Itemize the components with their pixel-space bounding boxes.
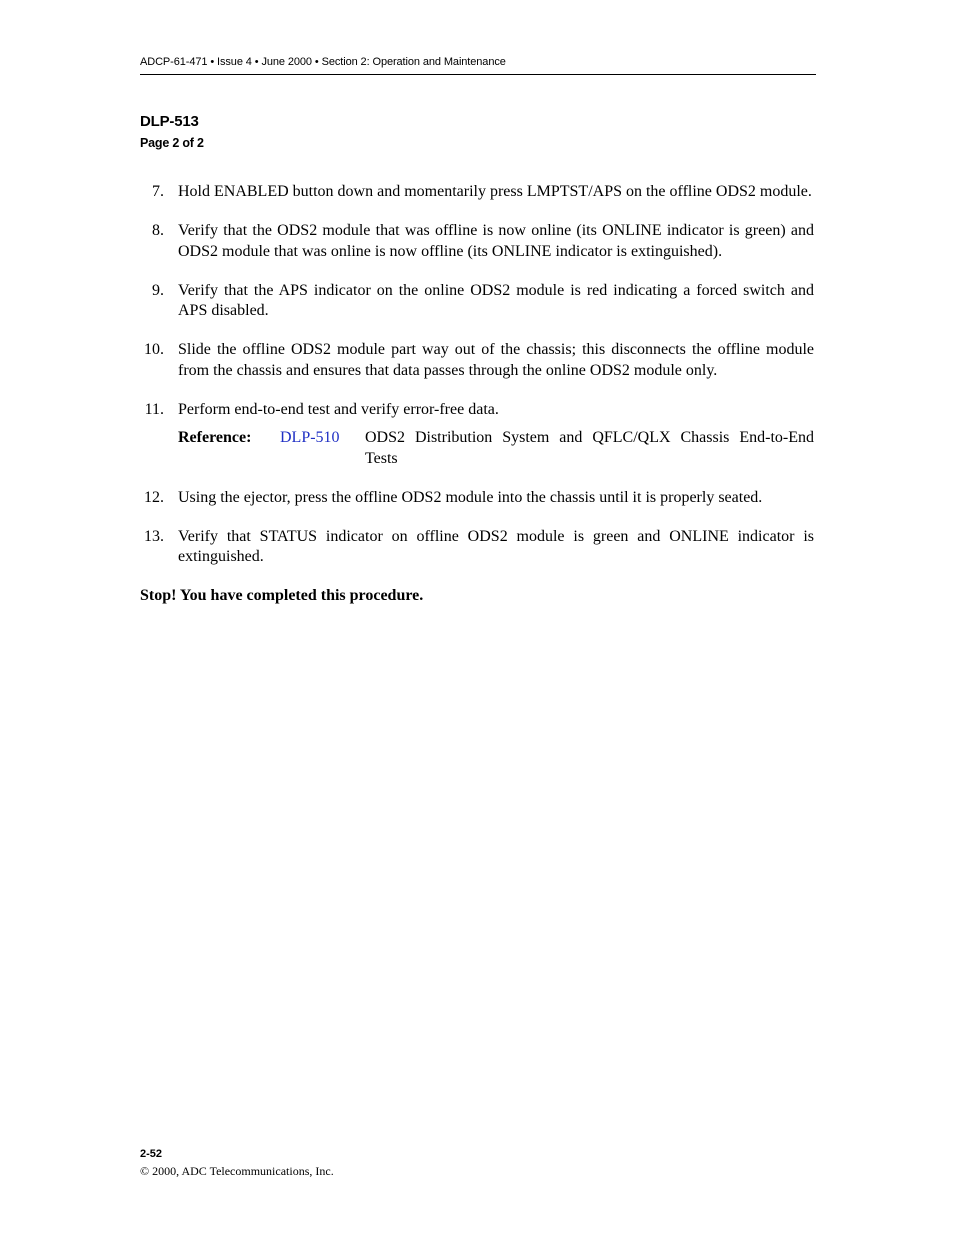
document-id: DLP-513 (140, 113, 199, 130)
stop-notice: Stop! You have completed this procedure. (140, 587, 424, 604)
step-text: Verify that the ODS2 module that was offline is now online (its ONLINE indicator is green) and ODS2 module that was online is now offline (its ONLINE indicator is extinguished). (178, 222, 814, 260)
step-12 (140, 488, 814, 509)
step-7 (140, 182, 814, 203)
step-text: Verify that the APS indicator on the online ODS2 module is red indicating a forced switch and APS disabled. (178, 281, 814, 319)
step-text: Slide the offline ODS2 module part way out of the chassis; this disconnects the offline module from the chassis and ensures that data passes through the online ODS2 module only. (178, 341, 814, 379)
reference-block (178, 428, 814, 469)
step-text: Perform end-to-end test and verify error-free data. (178, 400, 499, 418)
step-text: Verify that STATUS indicator on offline ODS2 module is green and ONLINE indicator is extinguished. (178, 527, 814, 565)
reference-description: ODS2 Distribution System and QFLC/QLX Chassis End-to-End Tests (365, 429, 814, 467)
step-text: Hold ENABLED button down and momentarily press LMPTST/APS on the offline ODS2 module. (178, 183, 812, 200)
procedure-steps (140, 182, 814, 607)
step-text: Using the ejector, press the offline ODS2 module into the chassis until it is properly seated. (178, 488, 763, 506)
step-number: 11. (144, 400, 164, 418)
step-9 (140, 281, 814, 322)
step-8 (140, 221, 814, 262)
step-number: 13. (144, 527, 164, 545)
step-number: 9. (152, 281, 164, 299)
step-number: 7. (152, 183, 164, 200)
page-indicator: Page 2 of 2 (140, 136, 204, 150)
reference-label: Reference: (178, 429, 252, 446)
step-10 (140, 340, 814, 381)
footer-page-number: 2-52 (140, 1148, 163, 1160)
running-header: ADCP-61-471 • Issue 4 • June 2000 • Section 2: Operation and Maintenance (140, 56, 816, 75)
step-13 (140, 527, 814, 568)
step-11 (140, 400, 814, 421)
footer-copyright: © 2000, ADC Telecommunications, Inc. (140, 1164, 334, 1178)
step-number: 10. (144, 341, 164, 358)
reference-link[interactable]: DLP-510 (280, 429, 340, 446)
step-number: 8. (152, 222, 164, 239)
step-number: 12. (144, 488, 164, 506)
